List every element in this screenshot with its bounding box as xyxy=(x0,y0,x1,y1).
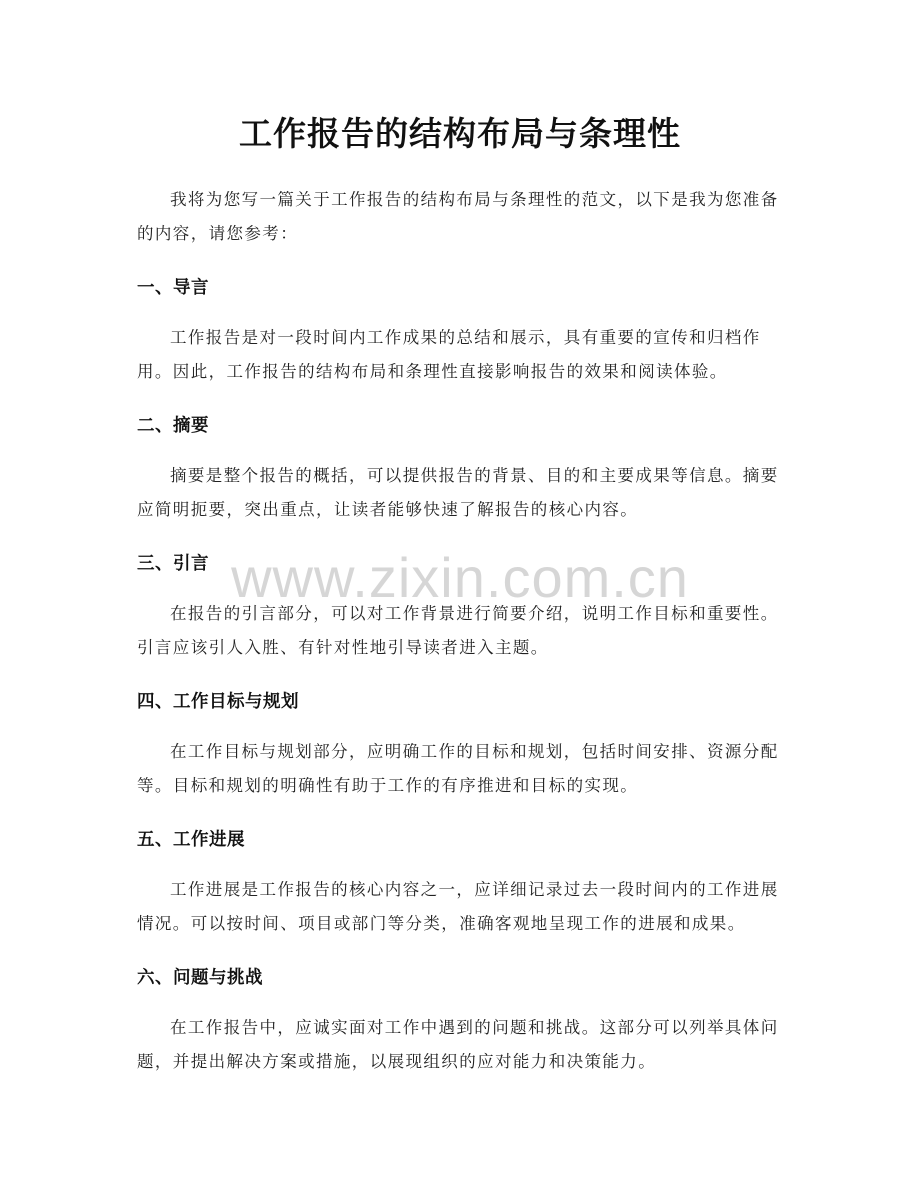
section-heading-1: 一、导言 xyxy=(137,278,209,298)
section-heading-2: 二、摘要 xyxy=(137,416,209,436)
section-body-4: 在工作目标与规划部分，应明确工作的目标和规划，包括时间安排、资源分配等。目标和规划的明确性有助于工作的有序推进和目标的实现。 xyxy=(137,742,779,795)
section-body-3: 在报告的引言部分，可以对工作背景进行简要介绍，说明工作目标和重要性。引言应该引人入胜、有针对性地引导读者进入主题。 xyxy=(137,604,779,657)
section-heading-6: 六、问题与挑战 xyxy=(137,968,263,988)
section-body-6: 在工作报告中，应诚实面对工作中遇到的问题和挑战。这部分可以列举具体问题，并提出解决方案或措施，以展现组织的应对能力和决策能力。 xyxy=(137,1018,779,1071)
section-body-5: 工作进展是工作报告的核心内容之一，应详细记录过去一段时间内的工作进展情况。可以按时间、项目或部门等分类，准确客观地呈现工作的进展和成果。 xyxy=(137,880,779,933)
section-heading-5: 五、工作进展 xyxy=(137,830,245,850)
section-heading-4: 四、工作目标与规划 xyxy=(137,692,299,712)
section-heading-3: 三、引言 xyxy=(137,554,209,574)
section-body-1: 工作报告是对一段时间内工作成果的总结和展示，具有重要的宣传和归档作用。因此，工作报告的结构布局和条理性直接影响报告的效果和阅读体验。 xyxy=(137,328,761,381)
section-body-2: 摘要是整个报告的概括，可以提供报告的背景、目的和主要成果等信息。摘要应简明扼要，突出重点，让读者能够快速了解报告的核心内容。 xyxy=(137,466,779,519)
watermark: www.zixin.com.cn xyxy=(231,546,689,609)
intro-paragraph: 我将为您写一篇关于工作报告的结构布局与条理性的范文，以下是我为您准备的内容，请您参考： xyxy=(137,190,779,243)
document-title: 工作报告的结构布局与条理性 xyxy=(239,114,681,153)
